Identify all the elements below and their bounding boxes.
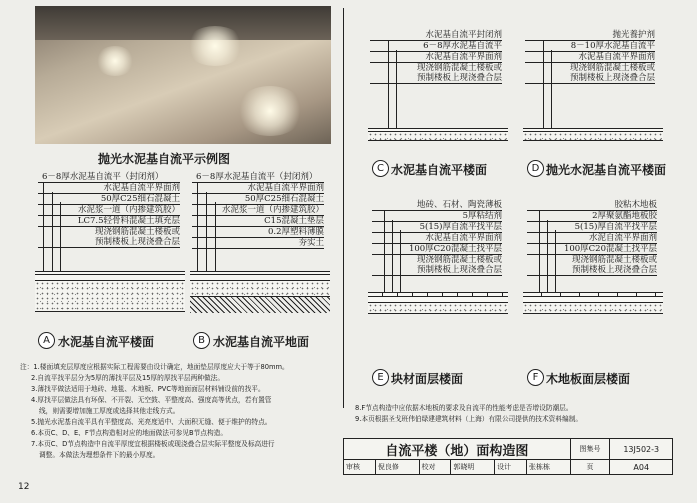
- leader-line: [52, 192, 53, 271]
- layer-label: 预制楼板上现浇叠合层: [527, 265, 657, 276]
- leader-line: [547, 220, 548, 292]
- leader-line: [555, 230, 556, 292]
- layer-label: LC7.5轻骨料混凝土填充层: [38, 216, 180, 227]
- leader-line: [384, 210, 385, 292]
- layer-label: 现浇钢筋混凝土楼板或: [416, 255, 502, 265]
- layer-label: 现浇钢筋混凝土楼板或: [571, 255, 657, 265]
- compacted-soil: [190, 296, 330, 313]
- figure-d-labels: [525, 30, 655, 84]
- atlas-number: 13J502-3: [610, 439, 673, 460]
- leader-line: [400, 230, 401, 292]
- note-line: 注：1.楼面填充层厚度应根据实际工程需要由设计确定，地面垫层厚度应大于等于80mm。: [20, 363, 289, 371]
- layer-label: 5(15)厚自流平找平层: [527, 222, 657, 233]
- leader-line: [43, 182, 44, 271]
- layer-label: 水泥自流平界面剂: [527, 233, 657, 244]
- note-line: 5.抛光水泥基自流平具有平整度高、光亮度适中、大面积无缝、便于维护的特点。: [31, 418, 272, 426]
- leader-line: [396, 50, 397, 128]
- notes-right: [355, 403, 582, 425]
- layer-label: 地砖、石材、陶瓷薄板: [372, 200, 502, 211]
- note-line: 线，则需要增加施工厚度或选择其他走线方式。: [39, 407, 180, 415]
- design-name: 张栋栋: [526, 460, 570, 475]
- atlas-label: 图集号: [570, 439, 610, 460]
- leader-line: [551, 50, 552, 128]
- layer-label: 预制楼板上现浇叠合层: [38, 237, 180, 248]
- figure-c-title: 水泥基自流平楼面: [391, 163, 488, 177]
- slab-section: [35, 280, 185, 312]
- layer-label: 水泥基自流平界面剂: [192, 183, 324, 194]
- note-line: 7.本页C、D节点构造中自流平厚度宜根据楼板或现浇叠合层实际平整度及标高进行: [31, 440, 275, 448]
- note-line: 4.厚找平层做法具有环保、不开裂、无空鼓、平整度高、强度高等优点，若有置管: [31, 396, 272, 404]
- leader-line: [206, 192, 207, 271]
- layer-label: 预制楼板上现浇叠合层: [525, 73, 655, 84]
- figure-d-marker: D: [527, 160, 544, 177]
- leader-line: [215, 202, 216, 271]
- leader-line: [543, 40, 544, 128]
- layer-label: 水泥基自流平界面剂: [38, 183, 180, 194]
- figure-e-title: 块材面层楼面: [391, 372, 464, 386]
- page-code: A04: [610, 460, 673, 475]
- layer-label: 水泥基自流平界面剂: [372, 233, 502, 244]
- layer-label: 水泥浆一道（内掺建筑胶）: [38, 205, 180, 216]
- figure-b-labels: [192, 172, 324, 249]
- slab-section: [523, 131, 663, 141]
- layer-label: 水泥基自流平封闭剂: [370, 30, 502, 41]
- note-line: 调整。本做法为理想条件下的最小厚度。: [39, 451, 160, 459]
- note-line: 8.F节点构造中应依据木地板的要求及自流平的性能考虑是否增设防潮层。: [355, 404, 573, 412]
- page-number: 12: [18, 482, 30, 492]
- layer-label: 8－10厚水泥基自流平: [525, 41, 655, 52]
- figure-c-labels: [370, 30, 502, 84]
- figure-a-marker: A: [38, 332, 55, 349]
- layer-label: 现浇钢筋混凝土楼板或: [416, 63, 502, 73]
- drawing-title: 自流平楼（地）面构造图: [344, 439, 571, 460]
- title-block: [343, 438, 673, 475]
- check-label: 校对: [419, 460, 451, 475]
- photo-caption: 抛光水泥基自流平示例图: [98, 152, 231, 166]
- notes-left: [20, 362, 289, 461]
- layer-label: 5(15)厚自流平找平层: [372, 222, 502, 233]
- layer-label: 50厚C25细石混凝土: [38, 194, 180, 205]
- note-line: 3.薄找平做法适用于地砖、地毯、木地板、PVC等地面面层材料铺设前的找平。: [31, 385, 265, 393]
- layer-label: 胶粘木地板: [527, 200, 657, 211]
- layer-label: 100厚C20混凝土找平层: [527, 244, 657, 255]
- layer-label: 水泥浆一道（内掺建筑胶）: [192, 205, 324, 216]
- design-label: 设计: [495, 460, 527, 475]
- layer-label: 0.2厚塑料薄膜: [192, 227, 324, 238]
- figure-b-marker: B: [193, 332, 210, 349]
- example-photo: [35, 6, 331, 144]
- layer-label: C15混凝土垫层: [192, 216, 324, 227]
- review-name: 倪良修: [375, 460, 419, 475]
- layer-label: 6－8厚水泥基自流平（封闭剂）: [38, 172, 180, 183]
- review-label: 审核: [344, 460, 376, 475]
- photo-glare: [185, 26, 245, 66]
- layer-label: 水泥基自流平界面剂: [370, 52, 502, 63]
- photo-glare: [235, 86, 305, 136]
- layer-label: 预制楼板上现浇叠合层: [372, 265, 502, 276]
- layer-label: 50厚C25细石混凝土: [192, 194, 324, 205]
- sheet-divider: [343, 8, 344, 408]
- layer-label: 抛光養护剂: [525, 30, 655, 41]
- note-line: 2.自流平找平层分为5厚的薄找平层及15厚的厚找平层两种做法。: [31, 374, 225, 382]
- figure-b-title: 水泥基自流平地面: [213, 335, 310, 349]
- figure-e-marker: E: [372, 369, 389, 386]
- figure-c-marker: C: [372, 160, 389, 177]
- leader-line: [197, 182, 198, 271]
- figure-a-title: 水泥基自流平楼面: [58, 335, 155, 349]
- layer-label: 现浇钢筋混凝土楼板或: [94, 227, 180, 237]
- slab-section: [523, 302, 663, 314]
- layer-label: 6－8厚水泥基自流平: [370, 41, 502, 52]
- slab-section: [368, 131, 508, 141]
- layer-label: 5厚粘结剂: [372, 211, 502, 222]
- layer-label: 水泥基自流平界面剂: [525, 52, 655, 63]
- figure-f-marker: F: [527, 369, 544, 386]
- layer-label: 100厚C20混凝土找平层: [372, 244, 502, 255]
- layer-label: 夯实土: [192, 238, 324, 249]
- layer-label: 现浇钢筋混凝土楼板或: [569, 63, 655, 73]
- page-label: 页: [570, 460, 610, 475]
- check-name: 郭晓明: [451, 460, 495, 475]
- figure-d-title: 抛光水泥基自流平楼面: [546, 163, 667, 177]
- figure-f-title: 木地板面层楼面: [546, 372, 631, 386]
- photo-glare: [95, 46, 135, 76]
- layer-label: 预制楼板上现浇叠合层: [370, 73, 502, 84]
- leader-line: [539, 210, 540, 292]
- layer-label: 2厚聚氨酯地板胶: [527, 211, 657, 222]
- note-line: 9.本页根据圣戈班伟伯绿建建筑材料（上海）有限公司提供的技术资料编制。: [355, 415, 583, 423]
- slab-section: [368, 302, 508, 314]
- concrete-cushion: [190, 280, 330, 297]
- leader-line: [392, 220, 393, 292]
- note-line: 6.本页C、D、E、F节点构造相对应的地面做法可参见B节点构造。: [31, 429, 228, 437]
- leader-line: [388, 40, 389, 128]
- photo-background-band: [35, 6, 331, 40]
- leader-line: [60, 202, 61, 271]
- layer-label: 6－8厚水泥基自流平（封闭剂）: [192, 172, 324, 183]
